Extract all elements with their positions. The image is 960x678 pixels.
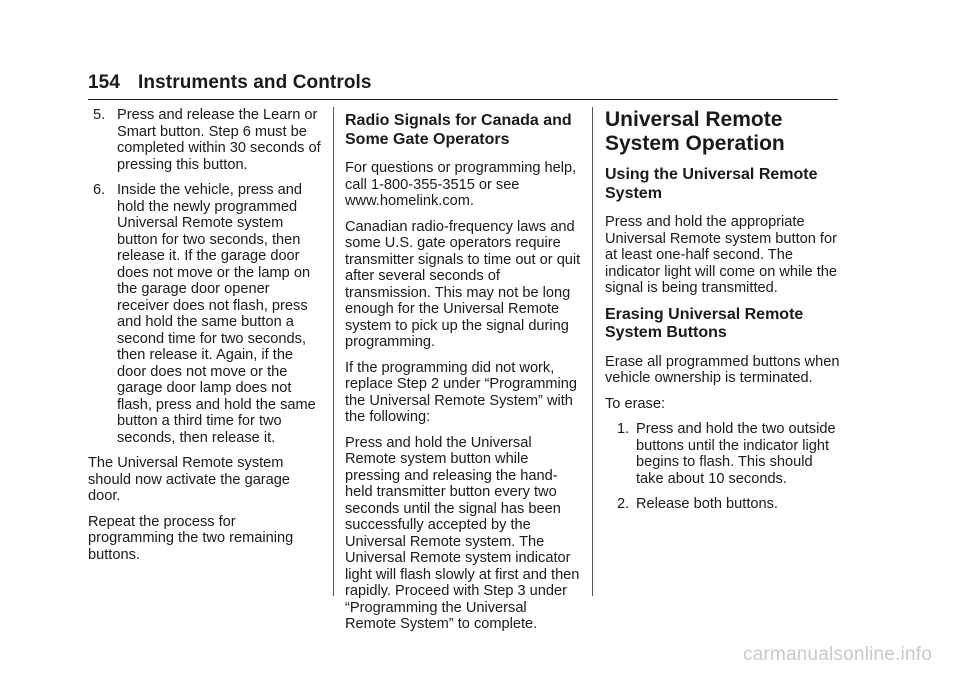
step-item [605,496,841,513]
paragraph: The Universal Remote system should now activate the garage door. [88,455,291,504]
section-title: Universal Remote System Operation [605,108,785,155]
step-text: Press and release the Learn or Smart button. Step 6 must be completed within 30 seconds of pressing this button. [117,107,321,173]
paragraph: Repeat the process for programming the two remaining buttons. [88,513,294,563]
paragraph: If the programming did not work, replace Step 2 under “Programming the Universal Remote System” with the following: [345,359,577,425]
step-text: Inside the vehicle, press and hold the newly programmed Universal Remote system button for two seconds, then release it. If the garage door does not move or the lamp on the garage door opener receiver does not flash, press and hold the same button a second time for two seconds, then release it. Again, if the door does not move or the garage door lamp does not flash, press and hold the same button a third time for two seconds, then release it. [117,182,316,446]
step-text: Press and hold the two outside buttons until the indicator light begins to flash. This should take about 10 seconds. [636,421,836,487]
column-divider [592,107,593,596]
step-item [605,421,841,487]
column-3 [605,107,841,522]
subheading: Using the Universal Remote System [605,166,818,202]
column-divider [333,107,334,596]
step-item [88,107,324,173]
step-item [88,182,324,446]
page-header [88,72,372,94]
subheading: Radio Signals for Canada and Some Gate Operators [345,112,572,148]
paragraph: Press and hold the appropriate Universal Remote system button for at least one-half second. The indicator light will come on while the signal is being transmitted. [605,214,837,296]
paragraph: Press and hold the Universal Remote system button while pressing and releasing the hand-held transmitter button every two seconds until the signal has been successfully accepted by the Universal Remote system. The Universal Remote system indicator light will flash slowly at first and then rapidly. Proceed with Step 3 under “Programming the Universal Remote System” to complete. [345,434,580,632]
subheading: Erasing Universal Remote System Buttons [605,305,804,341]
step-number: 2. [617,496,630,512]
step-text: Release both buttons. [636,496,778,512]
paragraph: Erase all programmed buttons when vehicle ownership is terminated. [605,353,840,386]
step-number: 5. [93,107,106,123]
page-number: 154 [88,72,121,93]
header-rule [88,99,838,100]
column-1 [88,107,324,572]
paragraph: For questions or programming help, call 1-800-355-3515 or see www.homelink.com. [345,160,577,209]
paragraph: Canadian radio-frequency laws and some U.S. gate operators require transmitter signals to time out or quit after several seconds of transmission. This may not be long enough for the Universal Remote system to pick up the signal during programming. [345,218,581,350]
column-2 [345,107,581,642]
step-number: 1. [617,421,630,437]
step-number: 6. [93,182,106,198]
page-section-title: Instruments and Controls [138,72,372,93]
watermark-text: carmanualsonline.info [742,644,932,665]
paragraph: To erase: [605,395,666,412]
